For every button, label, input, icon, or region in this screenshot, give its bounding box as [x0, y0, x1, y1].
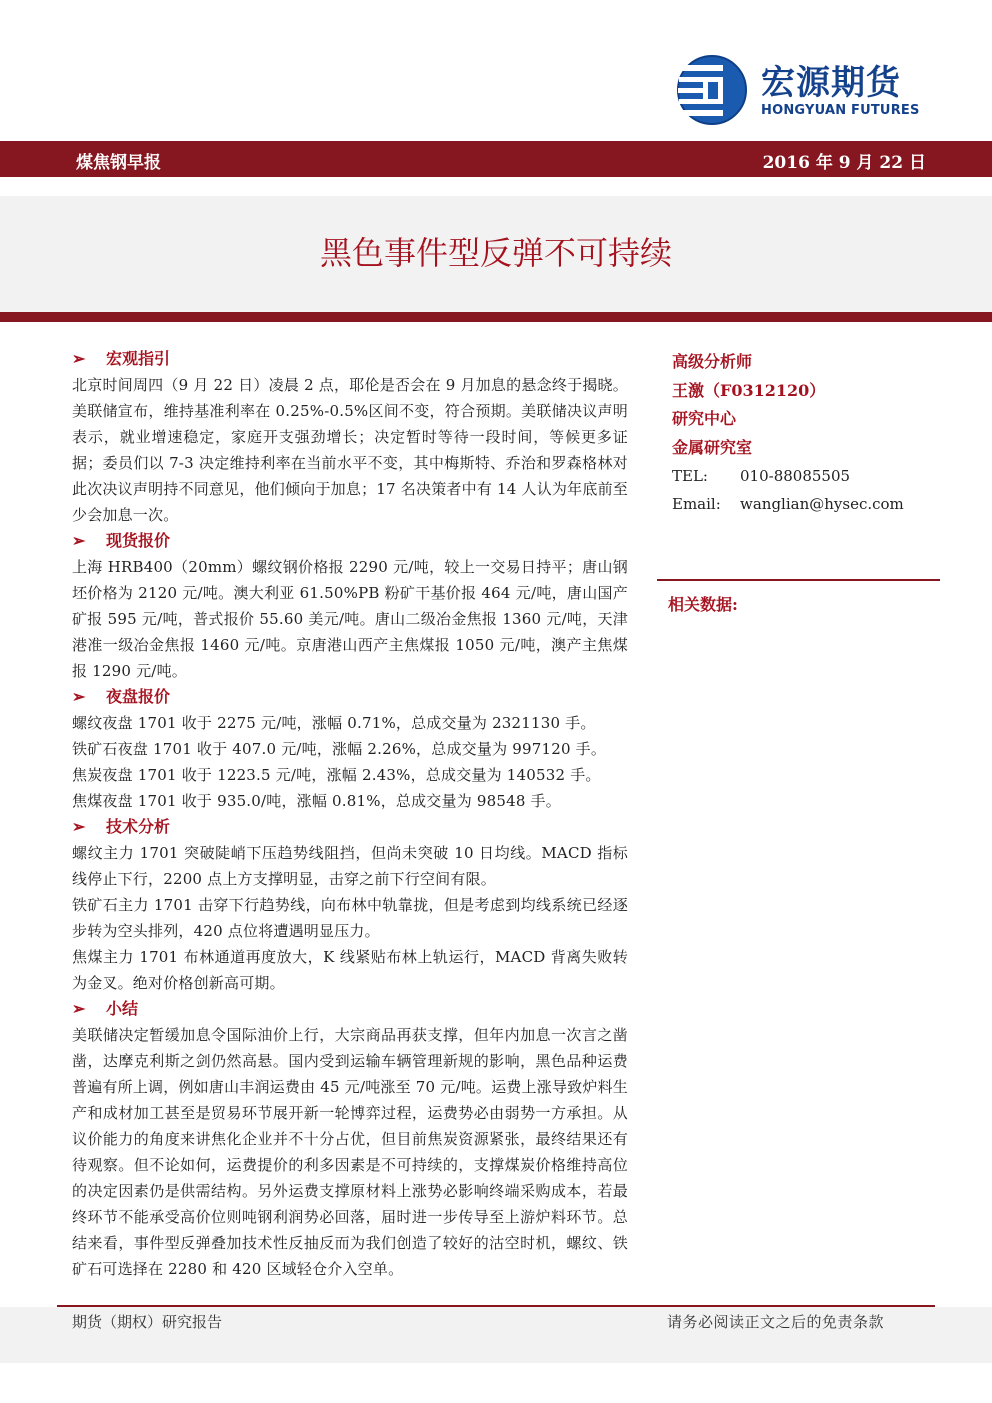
title-area [0, 196, 992, 312]
arrow-bullet-icon: ➢ [72, 817, 86, 836]
tel-row [672, 462, 952, 490]
section-heading-label: 技术分析 [106, 817, 171, 836]
arrow-bullet-icon: ➢ [72, 999, 86, 1018]
arrow-bullet-icon: ➢ [72, 687, 86, 706]
section-heading-label: 小结 [106, 999, 139, 1018]
report-date: 2016 年 9 月 22 日 [762, 153, 926, 173]
report-banner [0, 141, 992, 177]
section-paragraph: 螺纹夜盘 1701 收于 2275 元/吨，涨幅 0.71%，总成交量为 2321130 手。 [72, 714, 596, 732]
section-paragraph: 焦煤夜盘 1701 收于 935.0/吨，涨幅 0.81%，总成交量为 98548 手。 [72, 792, 561, 810]
section-paragraph: 焦煤主力 1701 布林通道再度放大，K 线紧贴布林上轨运行，MACD 背离失败转为金叉。绝对价格创新高可期。 [72, 948, 628, 992]
section-heading-summary [72, 996, 628, 1022]
analyst-sidebar [672, 348, 952, 518]
company-logo [677, 55, 927, 125]
title-divider [0, 312, 992, 322]
section-paragraph: 螺纹主力 1701 突破陡峭下压趋势线阻挡，但尚未突破 10 日均线。MACD 指标线停止下行，2200 点上方支撑明显，击穿之前下行空间有限。 [72, 844, 628, 888]
department: 研究中心 [672, 409, 737, 428]
section-heading-label: 宏观指引 [106, 349, 171, 368]
related-data-label: 相关数据: [668, 595, 738, 614]
logo-english-name: HONGYUAN FUTURES [761, 103, 920, 118]
section-heading-macro [72, 346, 628, 372]
tel-value: 010-88085505 [740, 467, 851, 485]
report-type: 煤焦钢早报 [76, 153, 161, 173]
section-heading-label: 现货报价 [106, 531, 171, 550]
section-heading-night [72, 684, 628, 710]
sidebar-divider [657, 579, 940, 581]
section-paragraph: 美联储决定暂缓加息令国际油价上行，大宗商品再获支撑，但年内加息一次言之凿凿，达摩克利斯之剑仍然高悬。国内受到运输车辆管理新规的影响，黑色品种运费普遍有所上调，例如唐山丰润运费由 45 元/吨涨至 70 元/吨。运费上涨导致炉料生产和成材加工甚至是贸易环节展开新一轮博弈过程，运费势必由弱势一方承担。从议价能力的角度来讲焦化企业并不十分占优，但目前焦炭资源紧张，最终结果还有待观察。但不论如何，运费提价的利多因素是不可持续的，支撑煤炭价格维持高位的决定因素仍是供需结构。另外运费支撑原材料上涨势必影响终端采购成本，若最终环节不能承受高价位则吨钢利润势必回落，届时进一步传导至上游炉料环节。总结来看，事件型反弹叠加技术性反抽反而为我们创造了较好的沽空时机，螺纹、铁矿石可选择在 2280 和 420 区域轻仓介入空单。 [72, 1026, 628, 1278]
section-paragraph: 焦炭夜盘 1701 收于 1223.5 元/吨，涨幅 2.43%，总成交量为 140532 手。 [72, 766, 601, 784]
tel-label: TEL: [672, 467, 708, 485]
section-paragraph: 上海 HRB400（20mm）螺纹钢价格报 2290 元/吨，较上一交易日持平；唐山钢坯价格为 2120 元/吨。澳大利亚 61.50%PB 粉矿干基价报 464 元/吨，唐山国产矿报 595 元/吨，普式报价 55.60 美元/吨。唐山二级冶金焦报 1360 元/吨，天津港准一级冶金焦报 1460 元/吨。京唐港山西产主焦煤报 1050 元/吨，澳产主焦煤报 1290 元/吨。 [72, 558, 628, 680]
section-heading-label: 夜盘报价 [106, 687, 171, 706]
main-content [72, 346, 628, 1282]
logo-chinese-name: 宏源期货 [761, 63, 901, 103]
email-row [672, 490, 952, 518]
footer-report-type: 期货（期权）研究报告 [72, 1313, 223, 1331]
page-footer [0, 1307, 992, 1363]
sub-department: 金属研究室 [672, 437, 753, 457]
page-title: 黑色事件型反弹不可持续 [319, 234, 672, 272]
arrow-bullet-icon: ➢ [72, 349, 86, 368]
section-paragraph: 铁矿石夜盘 1701 收于 407.0 元/吨，涨幅 2.26%，总成交量为 997120 手。 [72, 740, 607, 758]
section-paragraph: 北京时间周四（9 月 22 日）凌晨 2 点，耶伦是否会在 9 月加息的悬念终于揭晓。美联储宣布，维持基准利率在 0.25%-0.5%区间不变，符合预期。美联储决议声明表示，就业增速稳定，家庭开支强劲增长；决定暂时等待一段时间，等候更多证据；委员们以 7-3 决定维持利率在当前水平不变，其中梅斯特、乔治和罗森格林对此次决议声明持不同意见，他们倾向于加息；17 名决策者中有 14 人认为年底前至少会加息一次。 [72, 376, 628, 524]
logo-mark-icon [677, 55, 747, 125]
email-value[interactable]: wanglian@hysec.com [740, 495, 904, 513]
analyst-role: 高级分析师 [672, 352, 753, 371]
email-label: Email: [672, 495, 721, 513]
section-heading-technical [72, 814, 628, 840]
section-paragraph: 铁矿石主力 1701 击穿下行趋势线，向布林中轨靠拢，但是考虑到均线系统已经逐步转为空头排列，420 点位将遭遇明显压力。 [72, 896, 628, 940]
section-heading-spot [72, 528, 628, 554]
footer-disclaimer[interactable]: 请务必阅读正文之后的免责条款 [666, 1313, 884, 1331]
analyst-name: 王激（F0312120） [672, 380, 826, 400]
arrow-bullet-icon: ➢ [72, 531, 86, 550]
